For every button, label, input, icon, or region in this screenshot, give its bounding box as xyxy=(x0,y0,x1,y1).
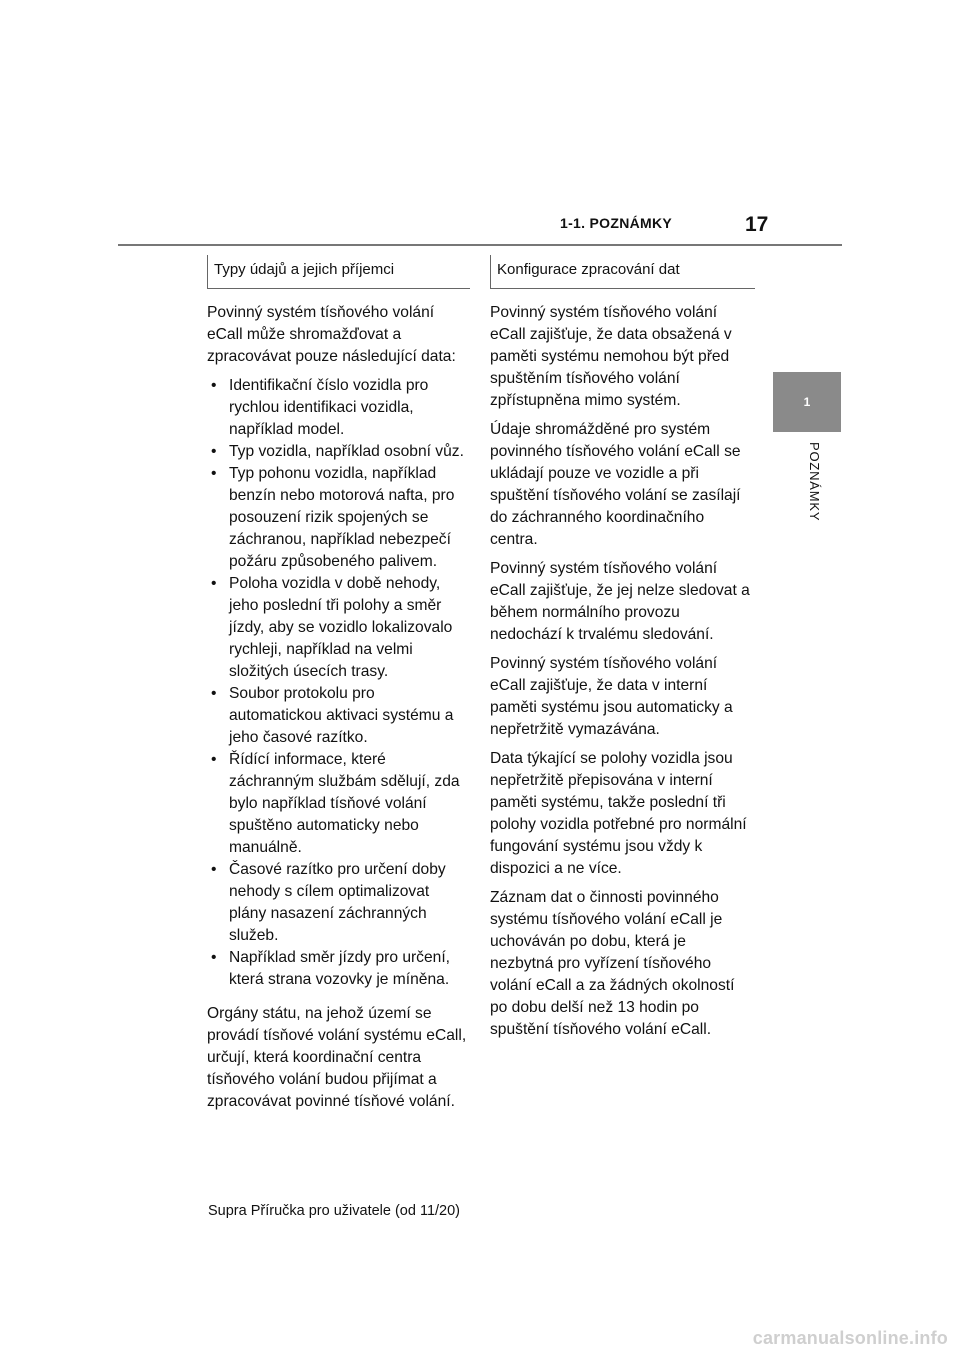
chapter-side-label: POZNÁMKY xyxy=(807,442,822,522)
right-column xyxy=(490,255,752,1048)
watermark: carmanualsonline.info xyxy=(752,1328,948,1348)
section-heading-data-processing: Konfigurace zpracování dat xyxy=(490,255,755,289)
list-item: • Identifikační číslo vozidla pro rychlou identifikaci vozidla, například model. xyxy=(207,375,469,441)
paragraph: Data týkající se polohy vozidla jsou nepřetržitě přepisována v interní paměti systému, takže poslední tři polohy vozidla potřebné pro normální fungování systému jsou vždy k dispozici a ne více. xyxy=(490,750,747,877)
list-item: • Například směr jízdy pro určení, která strana vozovky je míněna. xyxy=(207,947,469,991)
footer-manual-title: Supra Příručka pro uživatele (od 11/20) xyxy=(208,1203,461,1219)
list-item: • Řídící informace, které záchranným službám sdělují, zda bylo například tísňové volání spuštěno automaticky nebo manuálně. xyxy=(207,749,469,859)
left-column xyxy=(207,255,469,1120)
page-number: 17 xyxy=(745,213,769,236)
paragraph: Povinný systém tísňového volání eCall zajišťuje, že data obsažená v paměti systému nemohou být před spuštěním tísňového volání zpřístupněna mimo systém. xyxy=(490,304,732,409)
header-divider xyxy=(118,244,842,246)
list-item: • Typ pohonu vozidla, například benzín nebo motorová nafta, pro posouzení rizik spojených se záchranou, například nebezpečí požáru způsobeného palivem. xyxy=(207,463,469,573)
paragraph: Záznam dat o činnosti povinného systému tísňového volání eCall je uchováván po dobu, která je nezbytná pro vyřízení tísňového volání eCall a za žádných okolností po dobu delší než 13 hodin po spuštění tísňového volání eCall. xyxy=(490,889,735,1038)
intro-paragraph: Povinný systém tísňového volání eCall může shromažďovat a zpracovávat pouze následující data: xyxy=(207,304,456,365)
paragraph: Údaje shromážděné pro systém povinného tísňového volání eCall se ukládají pouze ve vozidle a při spuštění tísňového volání se zasílají do záchranného koordinačního centra. xyxy=(490,421,741,548)
closing-paragraph: Orgány státu, na jehož území se provádí tísňové volání systému eCall, určují, která koordinační centra tísňového volání budou přijímat a zpracovávat povinné tísňové volání. xyxy=(207,1005,467,1110)
chapter-tab xyxy=(773,372,841,432)
list-item: • Poloha vozidla v době nehody, jeho poslední tři polohy a směr jízdy, aby se vozidlo lokalizovalo rychleji, například na velmi složitých úsecích trasy. xyxy=(207,573,469,683)
list-item: • Časové razítko pro určení doby nehody s cílem optimalizovat plány nasazení záchranných služeb. xyxy=(207,859,469,947)
list-item: • Typ vozidla, například osobní vůz. xyxy=(207,441,469,463)
list-item: • Soubor protokolu pro automatickou aktivaci systému a jeho časové razítko. xyxy=(207,683,469,749)
paragraph: Povinný systém tísňového volání eCall zajišťuje, že data v interní paměti systému jsou automaticky a nepřetržitě vymazávána. xyxy=(490,655,733,738)
paragraph: Povinný systém tísňového volání eCall zajišťuje, že jej nelze sledovat a během normálního provozu nedochází k trvalému sledování. xyxy=(490,560,750,643)
section-heading-data-types: Typy údajů a jejich příjemci xyxy=(207,255,470,289)
header-section-title: 1-1. POZNÁMKY xyxy=(560,215,673,231)
chapter-number: 1 xyxy=(803,395,811,409)
data-types-list xyxy=(207,375,469,991)
